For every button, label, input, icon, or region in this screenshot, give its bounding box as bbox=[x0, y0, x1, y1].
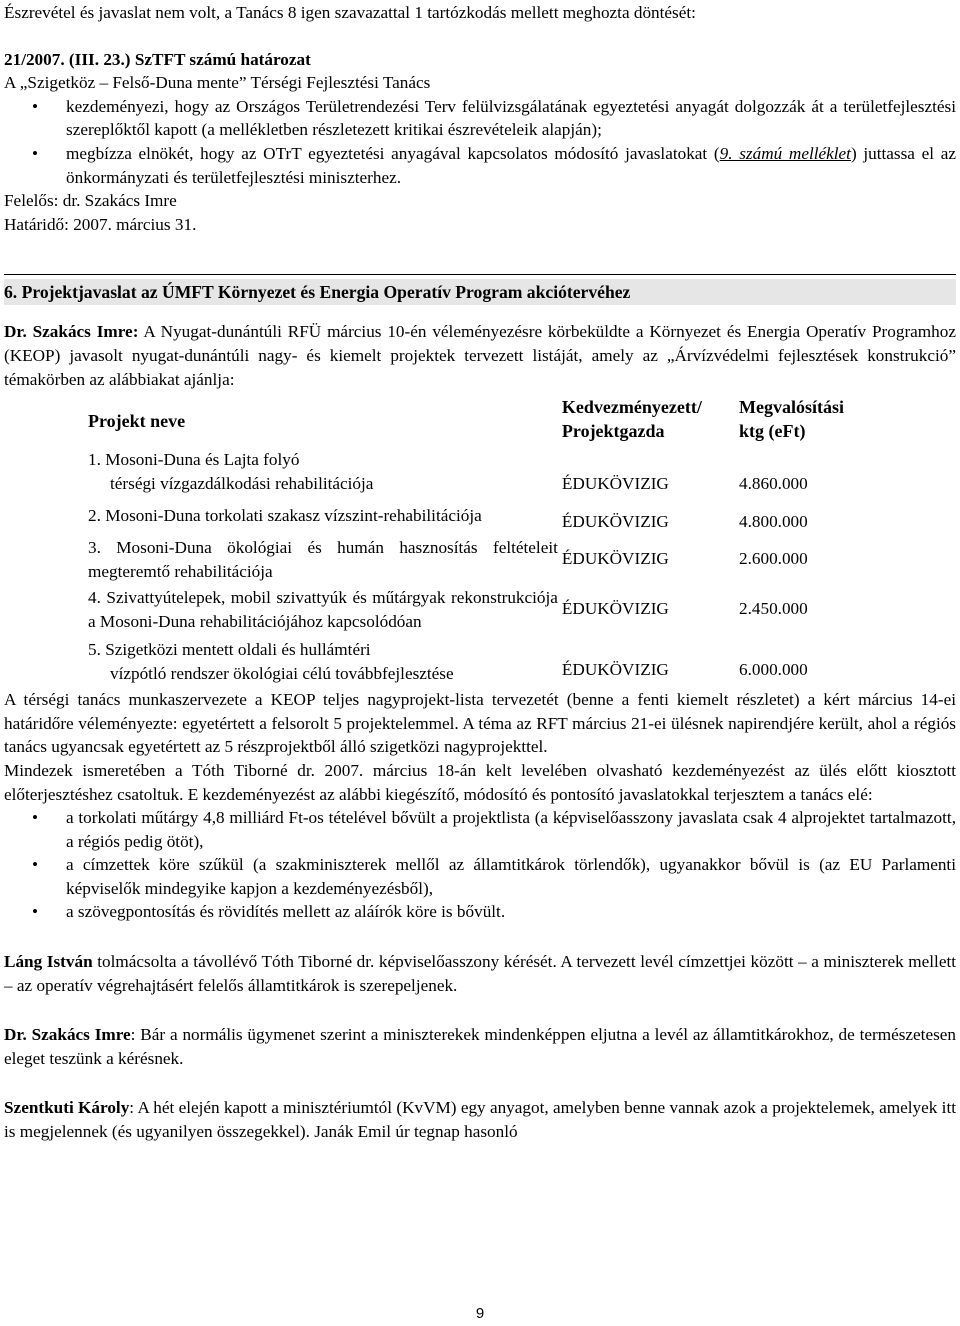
speaker-name: Szentkuti Károly bbox=[4, 1098, 130, 1118]
bullet-icon: • bbox=[32, 143, 39, 163]
paragraph-3: Mindezek ismeretében a Tóth Tiborné dr. 2007. március 18-án kelt levelében olvasható kezdeményezést az ülés előtt kiosztott előterjesztéshez csatoltuk. E kezdeményezést az alábbi kiegészítő, módosító és pontosító javaslatokkal terjesztem a tanács elé: bbox=[4, 760, 956, 804]
document-page bbox=[4, 0, 956, 1144]
resolution-bullet: • kezdeményezi, hogy az Országos Területrendezési Terv felülvizsgálatának egyeztetési anyagát dolgozzák át a területfejlesztési szereplőktől kapott (a mellékletben részletezett kritikai észrevételeik alapján); bbox=[32, 96, 956, 140]
project-table bbox=[88, 395, 844, 686]
table-row: 5. Szigetközi mentett oldali és hullámtéri vízpótló rendszer ökológiai célú továbbfejlesztése ÉDUKÖVIZIG 6.000.000 bbox=[88, 640, 808, 684]
resolution-bullets bbox=[4, 95, 956, 189]
table-row: 2. Mosoni-Duna torkolati szakasz vízszint-rehabilitációja ÉDUKÖVIZIG 4.800.000 bbox=[88, 506, 808, 532]
paragraph-speaker-1: Dr. Szakács Imre: A Nyugat-dunántúli RFÜ március 10-én véleményezésre körbeküldte a Környezet és Energia Operatív Programhoz (KEOP) javasolt nyugat-dunántúli nagy- és kiemelt projektek tervezett listáját, amely az „Árvízvédelmi fejlesztések konstrukció” témakörben az alábbiakat ajánlja: bbox=[4, 322, 956, 389]
bullet-icon: • bbox=[32, 902, 39, 922]
paragraph-5: Dr. Szakács Imre: Bár a normális ügymenet szerint a miniszterekek mindenképpen eljutna a levél az államtitkárokhoz, de természetesen eleget teszünk a kérésnek. bbox=[4, 1025, 957, 1068]
deadline-line: Határidő: 2007. március 31. bbox=[4, 214, 197, 234]
paragraph-4: Láng István tolmácsolta a távollévő Tóth Tiborné dr. képviselőasszony kérését. A tervezett levél címzettjei között – a miniszterek mellett – az operatív végrehajtásért felelős államtitkárok is szerepeljenek. bbox=[4, 952, 956, 995]
speaker-name: Láng István bbox=[4, 952, 93, 972]
responsible-line: Felelős: dr. Szakács Imre bbox=[4, 191, 177, 211]
bullet-icon: • bbox=[32, 96, 39, 116]
proposal-bullet: • a torkolati műtárgy 4,8 milliárd Ft-os tételével bővült a projektlista (a képviselőasszony javaslata csak 4 alprojektet tartalmazott, a régiós pedig ötöt), bbox=[32, 808, 956, 851]
resolution-bullet: • megbízza elnökét, hogy az OTrT egyeztetési anyagával kapcsolatos módosító javaslatokat (9. számú melléklet) juttassa el az önkormányzati és területfejlesztési miniszterhez. bbox=[32, 143, 956, 187]
col-header-project: Projekt neve bbox=[88, 411, 186, 432]
resolution-title: 21/2007. (III. 23.) SzTFT számú határozat bbox=[4, 49, 311, 69]
table-row: 3. Mosoni-Duna ökológiai és humán hasznosítás feltételeit megteremtő rehabilitációja ÉDUKÖVIZIG 2.600.000 bbox=[88, 538, 808, 582]
col-header-cost: Megvalósítási ktg (eFt) bbox=[738, 397, 844, 442]
paragraph-6: Szentkuti Károly: A hét elején kapott a minisztériumtól (KvVM) egy anyagot, amelyben benne vannak azok a projektelemek, amelyek itt is megjelennek (és ugyanilyen összegekkel). Janák Emil úr tegnap hasonló bbox=[4, 1098, 956, 1142]
table-header-row bbox=[88, 395, 844, 443]
section-heading: 6. Projektjavaslat az ÚMFT Környezet és Energia Operatív Program akciótervéhez bbox=[4, 279, 956, 305]
resolution-subtitle: A „Szigetköz – Felső-Duna mente” Térségi Fejlesztési Tanács bbox=[4, 73, 431, 93]
proposal-bullet: • a szövegpontosítás és rövidítés mellett az aláírók köre is bővült. bbox=[4, 900, 956, 924]
section-divider bbox=[4, 274, 956, 275]
intro-line: Észrevétel és javaslat nem volt, a Tanács 8 igen szavazattal 1 tartózkodás mellett meghozta döntését: bbox=[4, 3, 696, 22]
paragraph-2: A térségi tanács munkaszervezete a KEOP teljes nagyprojekt-lista tervezetét (benne a fenti kiemelt részletet) a kért március 14-ei határidőre véleményezte: egyetértett a felsorolt 5 projektelemmel. A téma az RFT március 21-ei ülésnek napirendjére került, ahol a régiós tanács ugyancsak egyetértett az 5 részprojektből álló szigetközi nagyprojekttel. bbox=[4, 690, 956, 757]
annex-link[interactable]: 9. számú melléklet bbox=[719, 143, 851, 163]
table-row: 4. Szivattyútelepek, mobil szivattyúk és műtárgyak rekonstrukciója a Mosoni-Duna rehabilitációjához kapcsolódóan ÉDUKÖVIZIG 2.450.000 bbox=[88, 588, 808, 632]
proposal-bullets bbox=[4, 806, 956, 924]
proposal-bullet: • a címzettek köre szűkül (a szakminiszterek mellől az államtitkárok törlendők), ugyanakkor bővül is (az EU Parlamenti képviselők mindegyike kapjon a kezdeményezésből), bbox=[32, 855, 956, 898]
col-header-beneficiary: Kedvezményezett/ Projektgazda bbox=[561, 397, 702, 442]
page-number: 9 bbox=[475, 1305, 485, 1322]
speaker-name: Dr. Szakács Imre: bbox=[4, 322, 139, 342]
speaker-name: Dr. Szakács Imre bbox=[4, 1025, 131, 1045]
bullet-icon: • bbox=[32, 808, 39, 828]
table-row: 1. Mosoni-Duna és Lajta folyó térségi vízgazdálkodási rehabilitációja ÉDUKÖVIZIG 4.860.000 bbox=[88, 450, 808, 494]
bullet-icon: • bbox=[32, 855, 39, 875]
